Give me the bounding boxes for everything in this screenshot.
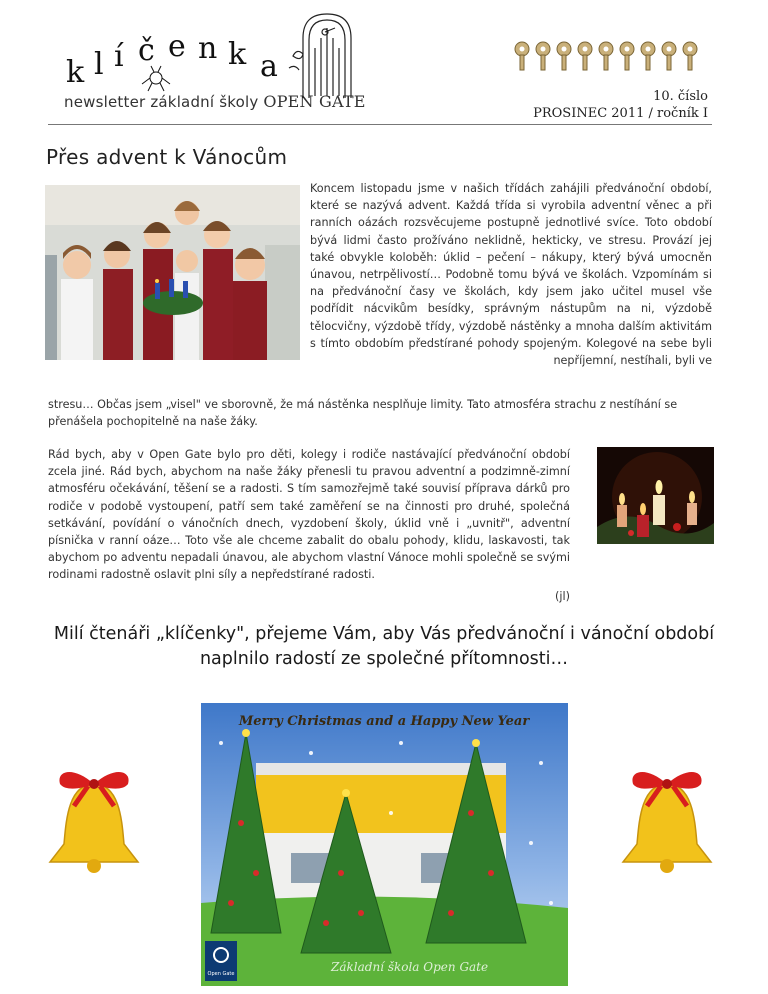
article-paragraph-1-tail: stresu… Občas jsem „visel" ve sborovně, že má nástěnka nesplňuje limity. Tato atmosféra strachu z nestíhání se přenášela pochopitelně na naše žáky.	[48, 398, 678, 429]
candles-photo	[597, 447, 714, 544]
season-greeting: Milí čtenáři „klíčenky", přejeme Vám, aby Vás předvánoční i vánoční období naplnilo radostí ze společné přítomnosti…	[53, 624, 715, 669]
keys-row-icon	[512, 40, 708, 72]
article-paragraph-1: Koncem listopadu jsme v našich třídách zahájili předvánoční období, které se nazývá advent. Každá třída si vyrobila adventní věnec a při ranních oázách rozsvěcujeme postupně jednotlivé svíce. Toto období bývá lidmi často prožíváno neklidně, hekticky, ve stresu. Provází jej také obvykle koloběh: úklid – pečení – nákupy, který bývá umocněn únavou, netrpělivostí… Podobně tomu bývá ve školách. Vzpomínám si na předvánoční časy ve školách, kdy jsem jako učitel musel vše podřídit nácvikům besídky, správným nástupům na ni, výzdobě tělocvičny, výzdobě třídy, výzdobě nástěnky a mnoha dalším aktivitám s tímto obdobím předstírané pohody spojeným. Kolegové na sebe byli nepříjemní, nestíhali, byli ve	[310, 182, 712, 368]
masthead-divider	[48, 124, 712, 125]
article-paragraph-2: Rád bych, aby v Open Gate bylo pro děti, kolegy i rodiče nastávající předvánoční období zcela jiné. Rád bych, abychom na naše žáky přenesli tu pravou adventní a podzimně-zimní atmosféru očekávání, těšení se a radosti. S tím samozřejmě také souvisí příprava dárků pro rodiče v podobě vystoupení, patří sem také zaměření se na činnosti pro druhé, společná setkávání, povídání o vánočních dnech, vyzdobení školy, úklid vně i „uvnitř", adventní písnička v ranní oáze… Toto vše ale chceme zabalit do obalu pohody, klidu, laskavosti, tak abychom po adventu nepadali únavou, ale abychom vlastní Vánoce mohli společně se svými rodinami radostně oslavit plni síly a nepředstírané radosti.	[48, 448, 570, 582]
school-name: OPEN GATE	[263, 92, 366, 111]
issue-number: 10. číslo	[653, 89, 708, 104]
bug-icon	[142, 66, 170, 91]
issue-info	[533, 88, 708, 122]
bell-right-icon	[617, 762, 717, 882]
christmas-card-image	[201, 703, 568, 986]
card-badge: Open Gate	[207, 971, 235, 977]
logo-letter: n	[198, 31, 218, 66]
logo-letter: l	[94, 47, 104, 82]
newsletter-logo	[64, 20, 294, 100]
logo-letter: č	[138, 33, 155, 68]
logo-letter: í	[114, 39, 124, 74]
card-footer: Základní škola Open Gate	[331, 960, 489, 974]
logo-letter: a	[260, 49, 278, 84]
subtitle-text: newsletter základní školy	[64, 93, 259, 111]
article-title: Přes advent k Vánocům	[46, 145, 288, 169]
author-signature: (jl)	[555, 590, 570, 603]
logo-letter: k	[228, 37, 247, 72]
bell-left-icon	[44, 762, 144, 882]
advent-wreath-photo	[45, 185, 300, 360]
card-headline: Merry Christmas and a Happy New Year	[238, 714, 530, 729]
logo-letter: e	[168, 29, 186, 64]
door-drawing-icon	[285, 8, 365, 100]
issue-date: PROSINEC 2011 / ročník I	[533, 106, 708, 121]
logo-letter: k	[66, 55, 85, 90]
